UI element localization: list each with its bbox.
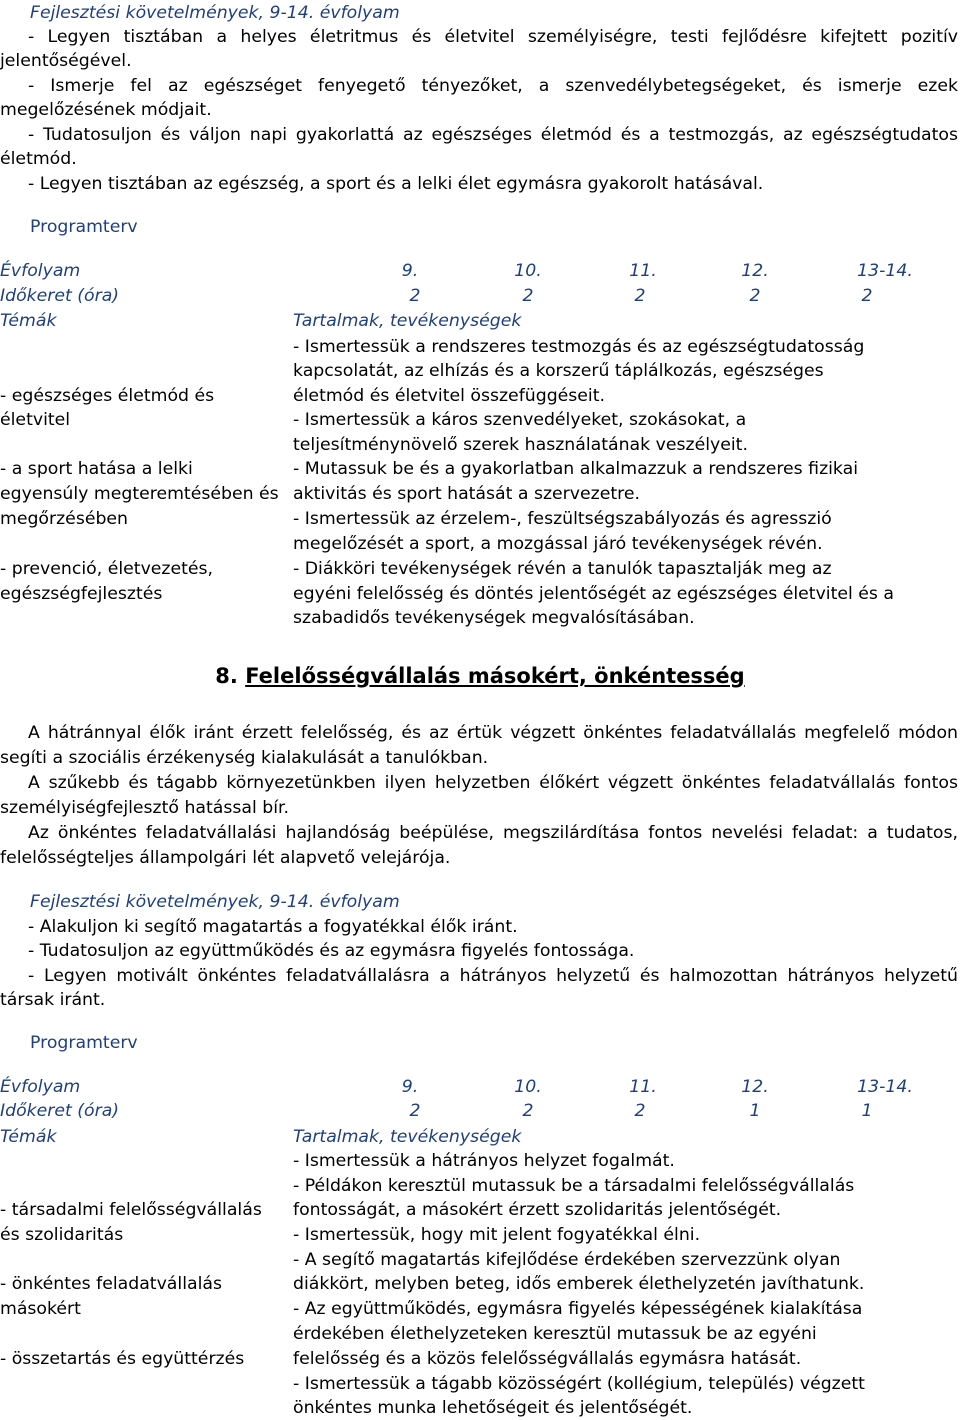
requirement-line: társak iránt. bbox=[0, 990, 106, 1010]
topic-line: megőrzésében bbox=[0, 509, 129, 529]
hours-value: 1 bbox=[861, 1101, 873, 1121]
grade-value: 12. bbox=[741, 1077, 769, 1097]
grade-value: 11. bbox=[629, 261, 657, 281]
section-heading bbox=[0, 661, 960, 691]
requirement-line: - Legyen tisztában az egészség, a sport és a lelki élet egymásra gyakorolt hatásával. bbox=[28, 174, 764, 194]
content-line: önkéntes munka lehetőségeit és jelentőségét. bbox=[293, 1398, 693, 1418]
requirement-line: - Tudatosuljon és váljon napi gyakorlattá az egészséges életmód és a testmozgás, az egészségtudatos bbox=[28, 125, 958, 145]
hours-label: Időkeret (óra) bbox=[0, 1101, 120, 1121]
content-line: - Diákköri tevékenységek révén a tanulók tapasztalják meg az bbox=[293, 559, 832, 579]
topic-line: - összetartás és együttérzés bbox=[0, 1349, 245, 1369]
section-title: Felelősségvállalás másokért, önkéntesség bbox=[245, 664, 745, 688]
hours-value: 2 bbox=[634, 286, 646, 306]
topic-line: egészségfejlesztés bbox=[0, 584, 163, 604]
dev-requirements-title: Fejlesztési követelmények, 9-14. évfolyam bbox=[30, 3, 400, 23]
topic-line: - a sport hatása a lelki bbox=[0, 459, 193, 479]
grade-value: 10. bbox=[514, 1077, 542, 1097]
grade-label: Évfolyam bbox=[0, 1077, 81, 1097]
hours-value: 2 bbox=[409, 1101, 421, 1121]
hours-value: 2 bbox=[409, 286, 421, 306]
requirement-line: - Legyen tisztában a helyes életritmus és életvitel személyiségre, testi fejlődésre kifejtett pozitív bbox=[28, 27, 958, 47]
intro-line: személyiségfejlesztő hatással bír. bbox=[0, 798, 290, 818]
grade-value: 10. bbox=[514, 261, 542, 281]
grade-value: 13-14. bbox=[857, 261, 913, 281]
intro-line: A szűkebb és tágabb környezetünkben ilyen helyzetben élőkért végzett önkéntes feladatvállalás fontos bbox=[28, 773, 958, 793]
contents-label: Tartalmak, tevékenységek bbox=[293, 1127, 522, 1147]
grade-label: Évfolyam bbox=[0, 261, 81, 281]
topic-line: egyensúly megteremtésében és bbox=[0, 484, 279, 504]
hours-value: 1 bbox=[749, 1101, 761, 1121]
topics-label: Témák bbox=[0, 311, 57, 331]
hours-value: 2 bbox=[522, 1101, 534, 1121]
content-line: - Az együttműködés, egymásra figyelés képességének kialakítása bbox=[293, 1299, 863, 1319]
hours-value: 2 bbox=[749, 286, 761, 306]
requirement-line: megelőzésének módjait. bbox=[0, 100, 212, 120]
hours-label: Időkeret (óra) bbox=[0, 286, 120, 306]
topic-line: - prevenció, életvezetés, bbox=[0, 559, 214, 579]
topic-line: - egészséges életmód és bbox=[0, 386, 215, 406]
requirement-line: jelentőségével. bbox=[0, 51, 132, 71]
topic-line: és szolidaritás bbox=[0, 1225, 124, 1245]
content-line: - Példákon keresztül mutassuk be a társadalmi felelősségvállalás bbox=[293, 1176, 855, 1196]
content-line: diákkört, melyben beteg, idős emberek élethelyzetén javíthatunk. bbox=[293, 1274, 865, 1294]
content-line: - Ismertessük, hogy mit jelent fogyatékkal élni. bbox=[293, 1225, 701, 1245]
intro-line: segíti a szociális érzékenység kialakulását a tanulókban. bbox=[0, 748, 489, 768]
program-plan-title: Programterv bbox=[30, 1033, 138, 1053]
requirement-line: - Legyen motivált önkéntes feladatvállalásra a hátrányos helyzetű és halmozottan hátrányos helyzetű bbox=[28, 966, 958, 986]
content-line: - Ismertessük a tágabb közösségért (kollégium, település) végzett bbox=[293, 1374, 865, 1394]
content-line: - Ismertessük a káros szenvedélyeket, szokásokat, a bbox=[293, 410, 747, 430]
program-plan-title: Programterv bbox=[30, 217, 138, 237]
topic-line: - társadalmi felelősségvállalás bbox=[0, 1200, 262, 1220]
content-line: fontosságát, a másokért érzett szolidaritás jelentőségét. bbox=[293, 1200, 782, 1220]
content-line: - Ismertessük a hátrányos helyzet fogalmát. bbox=[293, 1151, 675, 1171]
grade-value: 9. bbox=[401, 261, 419, 281]
hours-value: 2 bbox=[522, 286, 534, 306]
contents-label: Tartalmak, tevékenységek bbox=[293, 311, 522, 331]
hours-value: 2 bbox=[634, 1101, 646, 1121]
content-line: aktivitás és sport hatását a szervezetre. bbox=[293, 484, 640, 504]
content-line: kapcsolatát, az elhízás és a korszerű táplálkozás, egészséges bbox=[293, 361, 824, 381]
content-line: érdekében élethelyzeteken keresztül mutassuk be az egyéni bbox=[293, 1324, 817, 1344]
section-number: 8. bbox=[215, 664, 238, 688]
intro-line: A hátránnyal élők iránt érzett felelősség, és az értük végzett önkéntes feladatvállalás megfelelő módon bbox=[28, 723, 958, 743]
intro-line: Az önkéntes feladatvállalási hajlandóság beépülése, megszilárdítása fontos nevelési feladat: a tudatos, bbox=[28, 823, 958, 843]
intro-line: felelősségteljes állampolgári lét alapvető velejárója. bbox=[0, 848, 451, 868]
content-line: - A segítő magatartás kifejlődése érdekében szervezzünk olyan bbox=[293, 1250, 841, 1270]
hours-value: 2 bbox=[861, 286, 873, 306]
content-line: - Mutassuk be és a gyakorlatban alkalmazzuk a rendszeres fizikai bbox=[293, 459, 859, 479]
topic-line: életvitel bbox=[0, 410, 71, 430]
grade-value: 9. bbox=[401, 1077, 419, 1097]
content-line: - Ismertessük a rendszeres testmozgás és az egészségtudatosság bbox=[293, 337, 865, 357]
requirement-line: - Alakuljon ki segítő magatartás a fogyatékkal élők iránt. bbox=[28, 917, 518, 937]
content-line: felelősség és a közös felelősségvállalás egymásra hatását. bbox=[293, 1349, 802, 1369]
content-line: megelőzését a sport, a mozgással járó tevékenységek révén. bbox=[293, 534, 823, 554]
topic-line: másokért bbox=[0, 1299, 81, 1319]
grade-value: 13-14. bbox=[857, 1077, 913, 1097]
dev-requirements-title: Fejlesztési követelmények, 9-14. évfolyam bbox=[30, 892, 400, 912]
requirement-line: életmód. bbox=[0, 149, 77, 169]
requirement-line: - Tudatosuljon az együttműködés és az egymásra figyelés fontossága. bbox=[28, 941, 635, 961]
content-line: teljesítménynövelő szerek használatának veszélyeit. bbox=[293, 435, 748, 455]
topics-label: Témák bbox=[0, 1127, 57, 1147]
grade-value: 11. bbox=[629, 1077, 657, 1097]
requirement-line: - Ismerje fel az egészséget fenyegető tényezőket, a szenvedélybetegségeket, és ismerje ezek bbox=[28, 76, 958, 96]
content-line: életmód és életvitel összefüggéseit. bbox=[293, 386, 606, 406]
grade-value: 12. bbox=[741, 261, 769, 281]
topic-line: - önkéntes feladatvállalás bbox=[0, 1274, 222, 1294]
content-line: egyéni felelősség és döntés jelentőségét az egészséges életvitel és a bbox=[293, 584, 895, 604]
content-line: szabadidős tevékenységek megvalósításában. bbox=[293, 608, 695, 628]
content-line: - Ismertessük az érzelem-, feszültségszabályozás és agresszió bbox=[293, 509, 832, 529]
